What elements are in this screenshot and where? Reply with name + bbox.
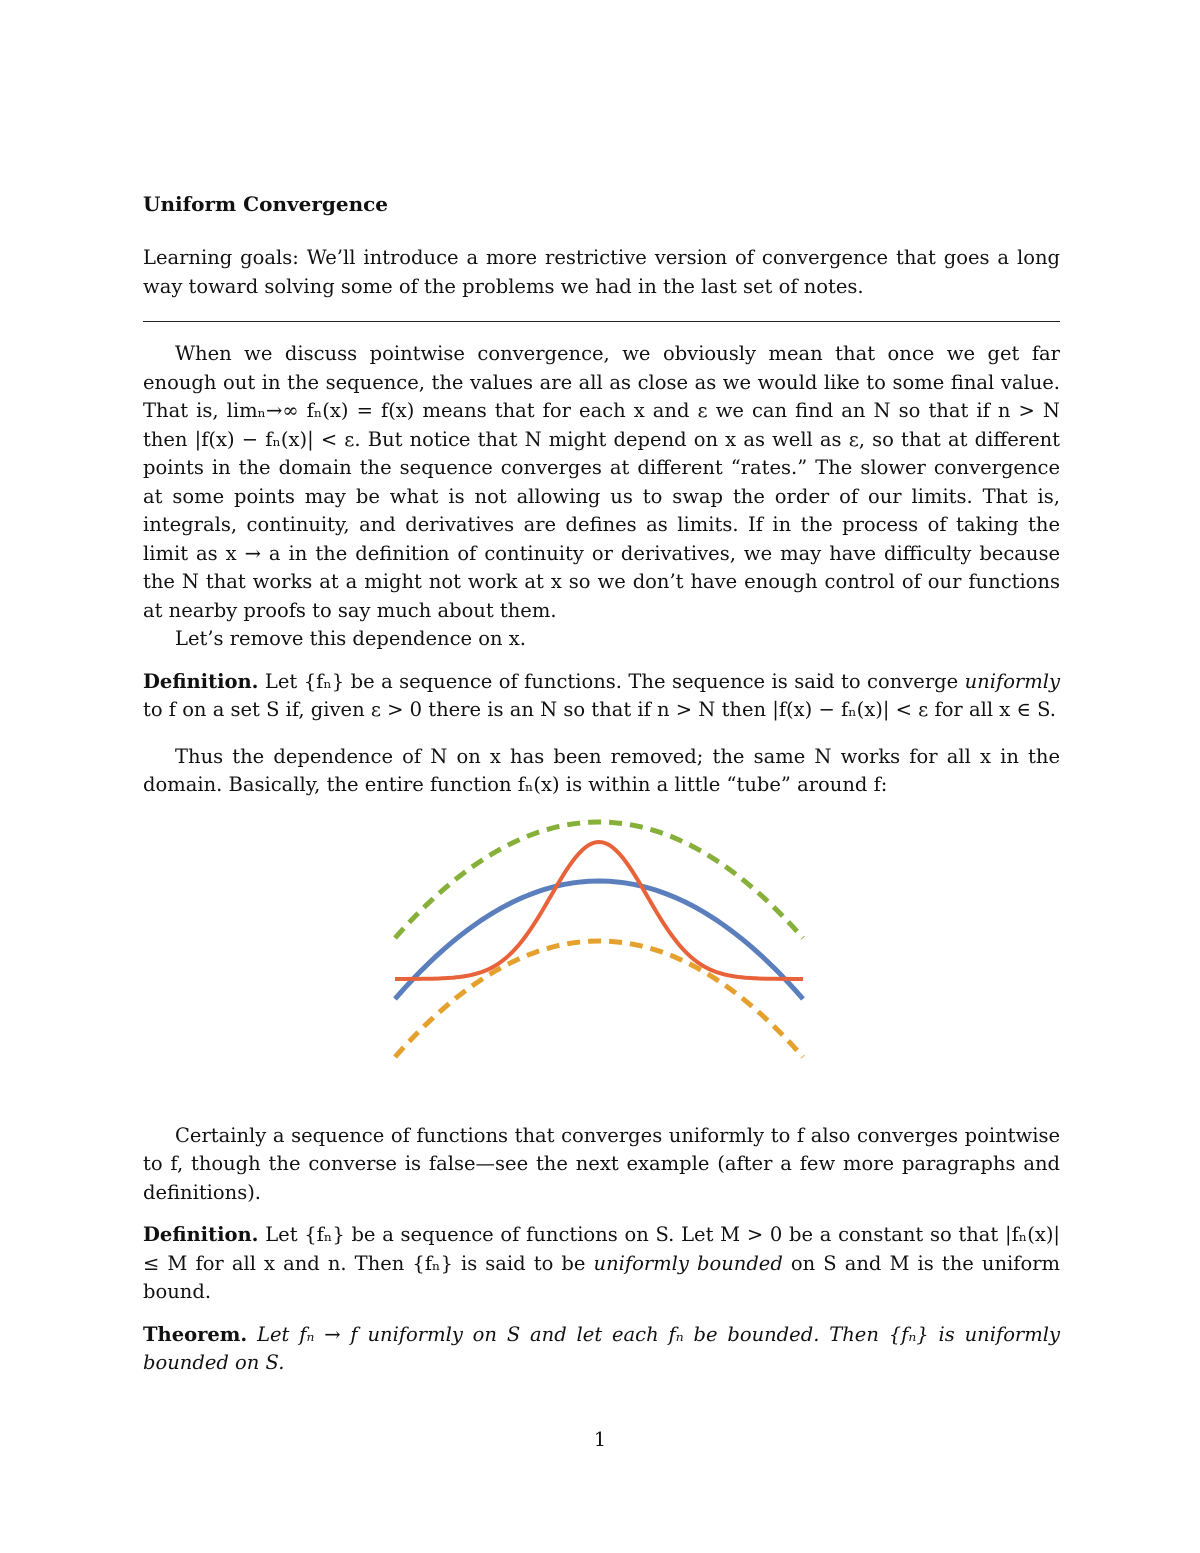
theorem-text: Let fₙ → f uniformly on S and let each fₙ be bounded. Then {fₙ} is uniformly bounded on S. <box>143 1322 1061 1374</box>
page-content <box>143 190 1060 1378</box>
definition-term: uniformly <box>964 669 1061 693</box>
definition-label: Definition. <box>143 669 259 693</box>
definition-text-pre: Let {fₙ} be a sequence of functions. The sequence is said to converge <box>264 669 959 693</box>
definition-uniform-convergence <box>143 668 1060 725</box>
horizontal-rule <box>143 321 1060 322</box>
definition-text-post: on S and M is the uniform bound. <box>143 1251 1061 1303</box>
definition-text-post: to f on a set S if, given ε > 0 there is an N so that if n > N then |f(x) − fₙ(x)| < ε for all x ∈ S. <box>143 698 1056 721</box>
tube-figure <box>143 816 1060 1098</box>
definition-uniformly-bounded <box>143 1221 1060 1307</box>
theorem <box>143 1321 1060 1378</box>
lower-bound-curve <box>395 941 803 1057</box>
definition-text-pre: Let {fₙ} be a sequence of functions on S. Let M > 0 be a constant so that |fₙ(x)| ≤ M for all x and n. Then {fₙ} is said to be <box>143 1223 1061 1275</box>
sequence-function-curve <box>395 842 803 979</box>
theorem-label: Theorem. <box>143 1322 248 1346</box>
definition-term: uniformly bounded <box>593 1251 783 1275</box>
paragraph-tube: Thus the dependence of N on x has been removed; the same N works for all x in the domain. Basically, the entire function fₙ(x) is within a little “tube” around f: <box>143 744 1060 796</box>
paragraph-remove-dependence: Let’s remove this dependence on x. <box>175 627 526 650</box>
page-number: 1 <box>593 1428 607 1451</box>
definition-label: Definition. <box>143 1223 259 1246</box>
paragraph-pointwise: When we discuss pointwise convergence, we obviously mean that once we get far enough out in the sequence, the values are all as close as we would like to some final value. That is, limₙ→∞ fₙ(x) = f(x) means that for each x and ε we can find an N so that if n > N then |f(x) − fₙ(x)| < ε. But notice that N might depend on x as well as ε, so that at different points in the domain the sequence converges at different “rates.” The slower convergence at some points may be what is not allowing us to swap the order of our limits. That is, integrals, continuity, and derivatives are defines as limits. If in the process of taking the limit as x → a in the definition of continuity or derivatives, we may have difficulty because the N that works at a might not work at x so we don’t have enough control of our functions at nearby proofs to say much about them. <box>143 342 1060 622</box>
learning-goals: Learning goals: We’ll introduce a more restrictive version of convergence that goes a long way toward solving some of the problems we had in the last set of notes. <box>143 246 1060 298</box>
paragraph-converse: Certainly a sequence of functions that converges uniformly to f also converges pointwise to f, though the converse is false—see the next example (after a few more paragraphs and definitions). <box>143 1123 1060 1204</box>
tube-diagram <box>143 816 1060 1098</box>
section-title: Uniform Convergence <box>143 192 389 216</box>
